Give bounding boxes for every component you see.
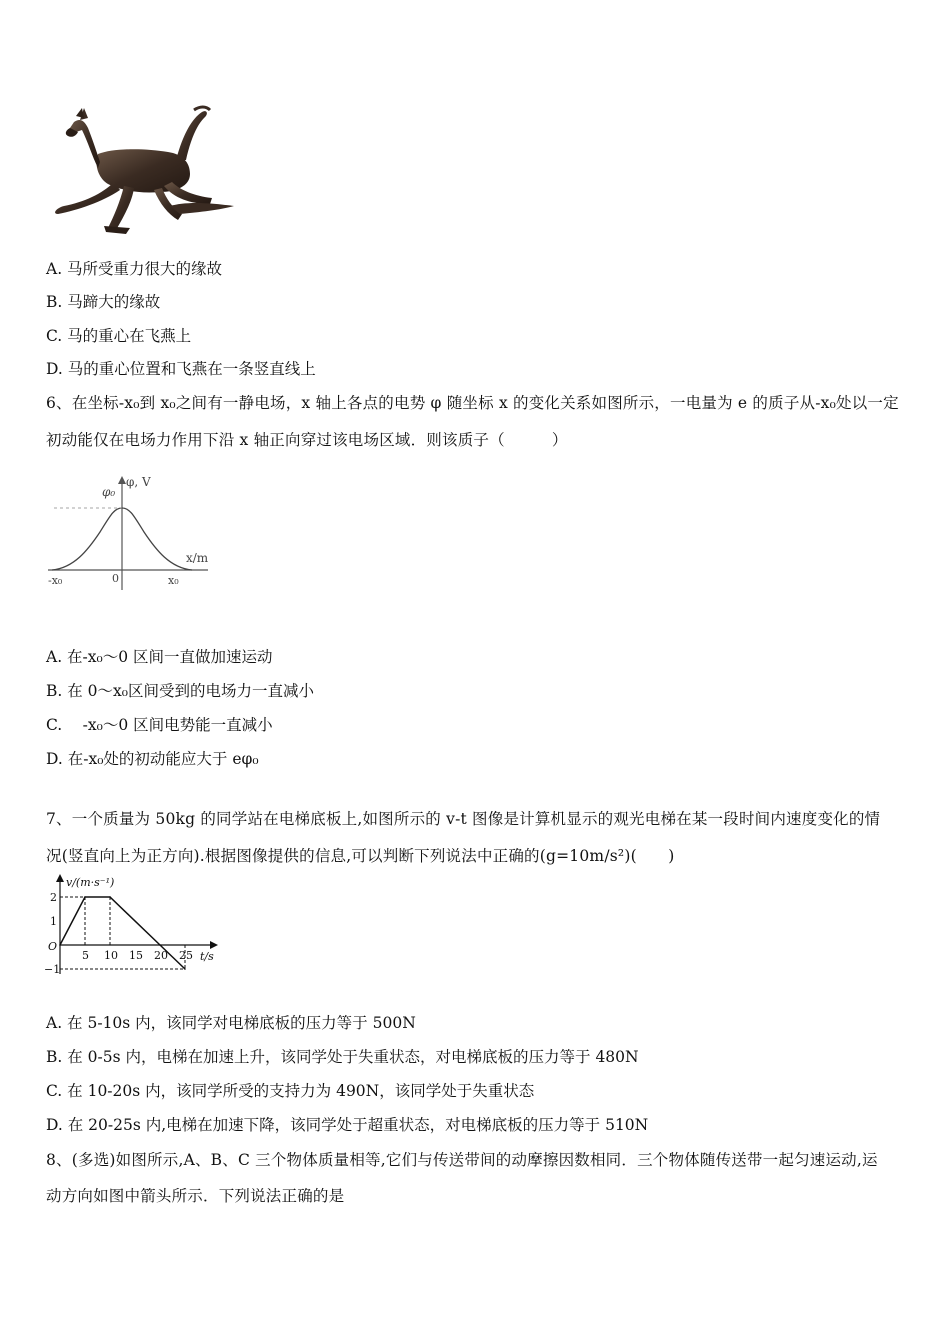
q6-option-a: A. 在-x₀～0 区间一直做加速运动 — [46, 648, 273, 666]
y-axis-arrow — [56, 874, 64, 882]
pos-x0-label: x₀ — [168, 574, 179, 587]
q7-stem-line2: 况(竖直向上为正方向).根据图像提供的信息,可以判断下列说法中正确的(g=10m/s²)( ) — [46, 847, 675, 865]
data-point — [59, 944, 61, 946]
q6-stem-line1: 6、在坐标-x₀到 x₀之间有一静电场，x 轴上各点的电势 φ 随坐标 x 的变化关系如图所示，一电量为 e 的质子从-x₀处以一定 — [46, 394, 899, 412]
q6-option-b: B. 在 0～x₀区间受到的电场力一直减小 — [46, 682, 314, 700]
q7-vt-chart — [42, 872, 232, 982]
q7-option-c: C. 在 10-20s 内，该同学所受的支持力为 490N，该同学处于失重状态 — [46, 1082, 535, 1100]
q5-option-b: B. 马蹄大的缘故 — [46, 293, 161, 311]
y-axis-label: φ, V — [126, 475, 151, 489]
data-point — [184, 968, 186, 970]
horse-statue-image — [44, 98, 244, 240]
y-tick-label: 1 — [50, 915, 57, 928]
q7-option-a: A. 在 5-10s 内，该同学对电梯底板的压力等于 500N — [46, 1014, 416, 1032]
x-tick-label: 25 — [179, 949, 193, 962]
data-point — [109, 896, 111, 898]
y-tick-label: −1 — [44, 963, 61, 976]
x-tick-label: 5 — [82, 949, 89, 962]
origin-label: O — [48, 940, 58, 953]
q7-option-b: B. 在 0-5s 内，电梯在加速上升，该同学处于失重状态，对电梯底板的压力等于 480N — [46, 1048, 639, 1066]
x-tick-label: 20 — [154, 949, 168, 962]
q6-option-d: D. 在-x₀处的初动能应大于 eφ₀ — [46, 750, 259, 768]
data-point — [84, 896, 86, 898]
q5-option-c: C. 马的重心在飞燕上 — [46, 327, 192, 345]
y-tick-label: 2 — [50, 891, 57, 904]
y-axis-label: v/(m·s⁻¹) — [66, 876, 115, 889]
q7-option-d: D. 在 20-25s 内,电梯在加速下降，该同学处于超重状态，对电梯底板的压力等于 510N — [46, 1116, 649, 1134]
phi0-label: φ₀ — [102, 485, 116, 499]
q6-stem-line2: 初动能仅在电场力作用下沿 x 轴正向穿过该电场区域．则该质子（ ） — [46, 431, 568, 449]
q8-stem-line1: 8、(多选)如图所示,A、B、C 三个物体质量相等,它们与传送带间的动摩擦因数相同．三个物体随传送带一起匀速运动,运 — [46, 1151, 878, 1169]
x-axis-label: t/s — [200, 950, 214, 963]
x-tick-label: 15 — [129, 949, 143, 962]
origin-label: 0 — [112, 572, 119, 585]
x-tick-label: 10 — [104, 949, 118, 962]
q6-potential-graph — [44, 470, 214, 595]
x-axis-label: x/m — [186, 551, 209, 565]
x-axis-arrow — [210, 941, 218, 949]
q5-option-a: A. 马所受重力很大的缘故 — [46, 260, 223, 278]
q7-stem-line1: 7、一个质量为 50kg 的同学站在电梯底板上,如图所示的 v-t 图像是计算机显示的观光电梯在某一段时间内速度变化的情 — [46, 810, 881, 828]
data-point — [159, 944, 161, 946]
neg-x0-label: -x₀ — [48, 574, 63, 587]
q8-stem-line2: 动方向如图中箭头所示．下列说法正确的是 — [46, 1187, 345, 1205]
q5-option-d: D. 马的重心位置和飞燕在一条竖直线上 — [46, 360, 316, 378]
q6-option-c: C. -x₀～0 区间电势能一直减小 — [46, 716, 273, 734]
